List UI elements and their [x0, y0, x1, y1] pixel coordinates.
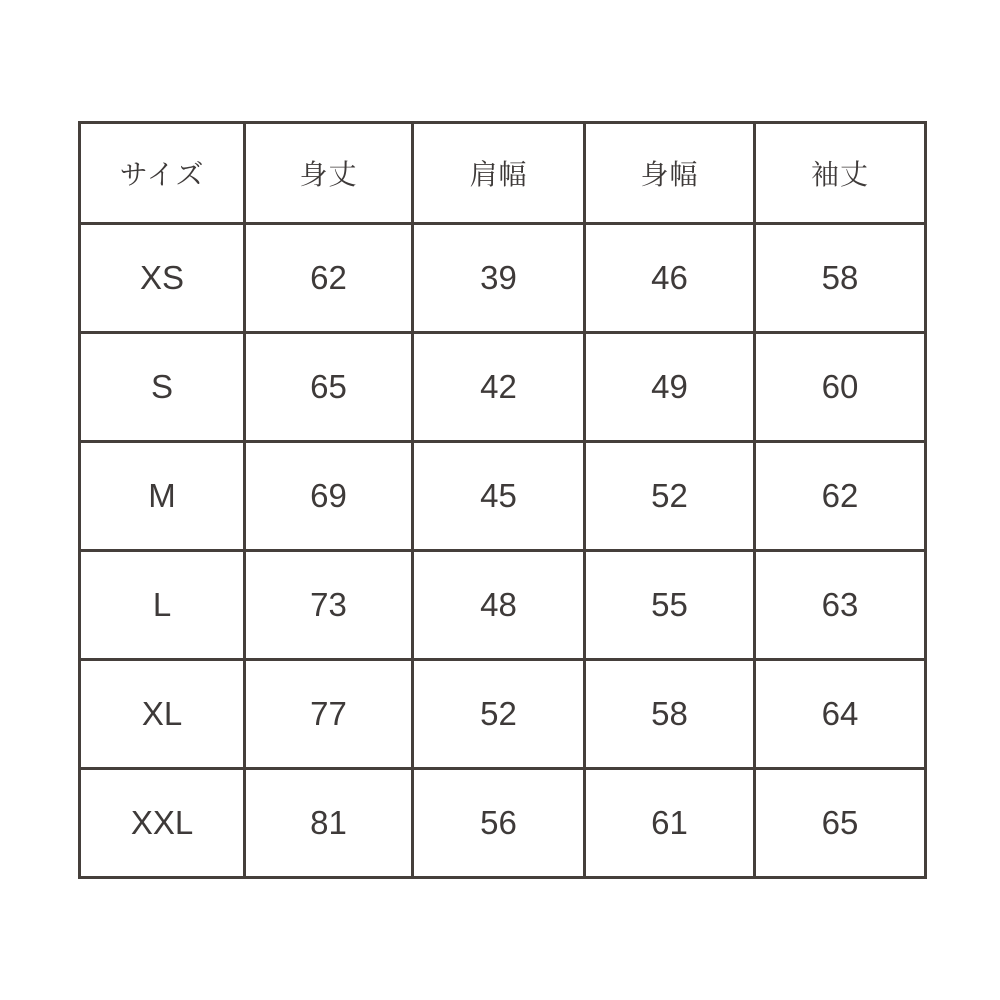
size-label: L: [80, 551, 245, 660]
table-cell: 58: [585, 660, 755, 769]
table-cell: 65: [755, 769, 926, 878]
table-row-s: [80, 333, 926, 442]
table-cell: 61: [585, 769, 755, 878]
table-cell: 56: [413, 769, 585, 878]
size-label: XXL: [80, 769, 245, 878]
table-row-xl: [80, 660, 926, 769]
table-cell: 48: [413, 551, 585, 660]
table-cell: 39: [413, 224, 585, 333]
column-header-sleeve-length: 袖丈: [755, 123, 926, 224]
table-cell: 52: [413, 660, 585, 769]
table-cell: 55: [585, 551, 755, 660]
table-cell: 62: [755, 442, 926, 551]
size-label: XS: [80, 224, 245, 333]
table-row-l: [80, 551, 926, 660]
table-cell: 60: [755, 333, 926, 442]
size-label: M: [80, 442, 245, 551]
table-cell: 77: [245, 660, 413, 769]
table-cell: 45: [413, 442, 585, 551]
table-row-m: [80, 442, 926, 551]
table-cell: 42: [413, 333, 585, 442]
table-cell: 49: [585, 333, 755, 442]
size-label: S: [80, 333, 245, 442]
column-header-body-width: 身幅: [585, 123, 755, 224]
size-chart-table: [78, 121, 927, 879]
table-cell: 52: [585, 442, 755, 551]
header-row: [80, 123, 926, 224]
size-label: XL: [80, 660, 245, 769]
column-header-shoulder-width: 肩幅: [413, 123, 585, 224]
table-cell: 64: [755, 660, 926, 769]
table-cell: 63: [755, 551, 926, 660]
table-cell: 81: [245, 769, 413, 878]
table-cell: 46: [585, 224, 755, 333]
table-cell: 58: [755, 224, 926, 333]
table-cell: 73: [245, 551, 413, 660]
table-cell: 69: [245, 442, 413, 551]
column-header-size: サイズ: [80, 123, 245, 224]
table-row-xxl: [80, 769, 926, 878]
column-header-body-length: 身丈: [245, 123, 413, 224]
table-row-xs: [80, 224, 926, 333]
table-cell: 65: [245, 333, 413, 442]
table-cell: 62: [245, 224, 413, 333]
